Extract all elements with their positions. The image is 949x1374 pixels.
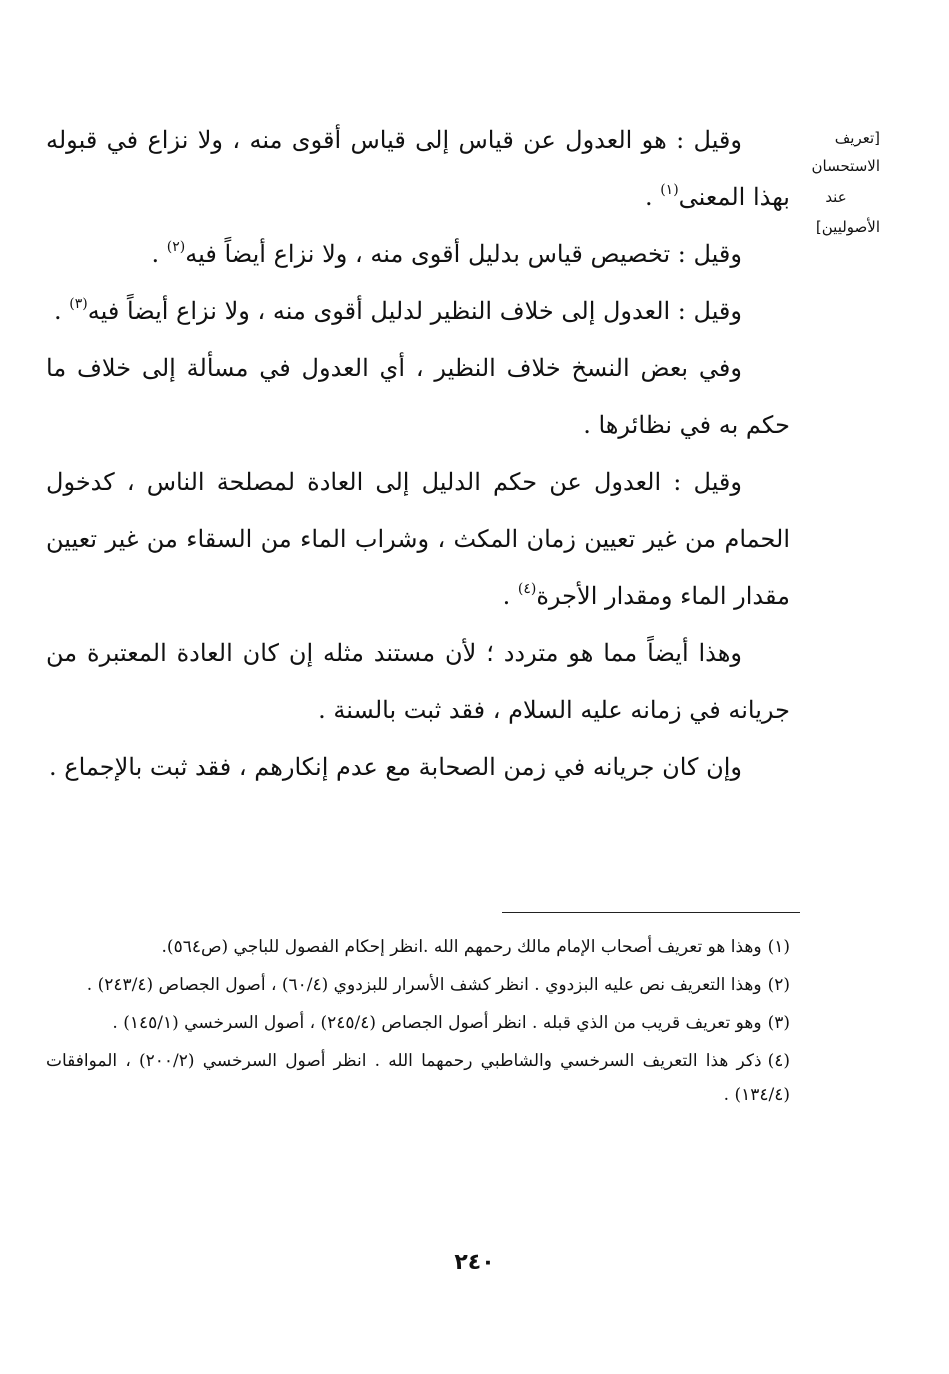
paragraph: وقيل : تخصيص قياس بدليل أقوى منه ، ولا نزاع أيضاً فيه$^{(٢)}$ .: [151, 239, 742, 268]
footnote-ref: (١): [660, 182, 679, 198]
paragraph: وإن كان جريانه في زمن الصحابة مع عدم إنكارهم ، فقد ثبت بالإجماع .: [48, 753, 742, 781]
footnotes: [46, 930, 790, 1116]
margin-heading-line: [تعريف: [834, 129, 880, 147]
footnote: [46, 1006, 790, 1040]
margin-heading-line: عند: [825, 187, 847, 206]
paragraph: وقيل : العدول إلى خلاف النظير لدليل أقوى منه ، ولا نزاع أيضاً فيه$^{(٣)}$ .: [54, 296, 742, 325]
paragraph: وفي بعض النسخ خلاف النظير ، أي العدول في مسألة إلى خلاف ما حكم به في نظائرها .: [46, 354, 790, 439]
footnote-divider: [502, 912, 800, 913]
footnote-text: وهذا التعريف نص عليه البزدوي . انظر كشف الأسرار للبزدوي (٦٠/٤) ، أصول الجصاص (٢٤٣/٤) .: [86, 975, 762, 995]
paragraph: وقيل : هو العدول عن قياس إلى قياس أقوى منه ، ولا نزاع في قبوله بهذا المعنى$^{(١)}$ .: [46, 126, 790, 211]
footnote-ref: (٢): [166, 239, 186, 255]
main-text: [46, 112, 790, 796]
margin-heading: [800, 128, 880, 237]
paragraph: وقيل : العدول عن حكم الدليل إلى العادة لمصلحة الناس ، كدخول الحمام من غير تعيين زمان المكث ، وشراب الماء من السقاء من غير تعيين مقدار الماء ومقدار الأجرة$^{(٤)}$ .: [46, 468, 790, 610]
footnote: [46, 1044, 790, 1112]
margin-heading-line: الاستحسان: [811, 157, 880, 176]
paragraph: وهذا أيضاً مما هو متردد ؛ لأن مستند مثله إن كان العادة المعتبرة من جريانه في زمانه عليه السلام ، فقد ثبت بالسنة .: [46, 639, 790, 724]
footnote-number: (٤): [767, 1051, 790, 1071]
footnote: [46, 930, 790, 964]
footnote-text: ذكر هذا التعريف السرخسي والشاطبي رحمهما الله . انظر أصول السرخسي (٢٠٠/٢) ، الموافقات (١٣٤/٤) .: [46, 1051, 790, 1105]
footnote: [46, 968, 790, 1002]
footnote-ref: (٤): [517, 581, 537, 597]
footnote-text: وهذا هو تعريف أصحاب الإمام مالك رحمهم الله .انظر إحكام الفصول للباجي (ص٥٦٤).: [161, 937, 762, 957]
page-number: ٢٤٠: [454, 1250, 495, 1275]
margin-heading-line: الأصوليين]: [815, 217, 880, 236]
footnote-number: (٢): [767, 975, 790, 995]
footnote-number: (١): [767, 937, 790, 957]
footnote-text: وهو تعريف قريب من الذي قبله . انظر أصول الجصاص (٢٤٥/٤) ، أصول السرخسي (١٤٥/١) .: [112, 1013, 762, 1033]
footnote-ref: (٣): [69, 296, 88, 312]
footnote-number: (٣): [767, 1013, 790, 1033]
